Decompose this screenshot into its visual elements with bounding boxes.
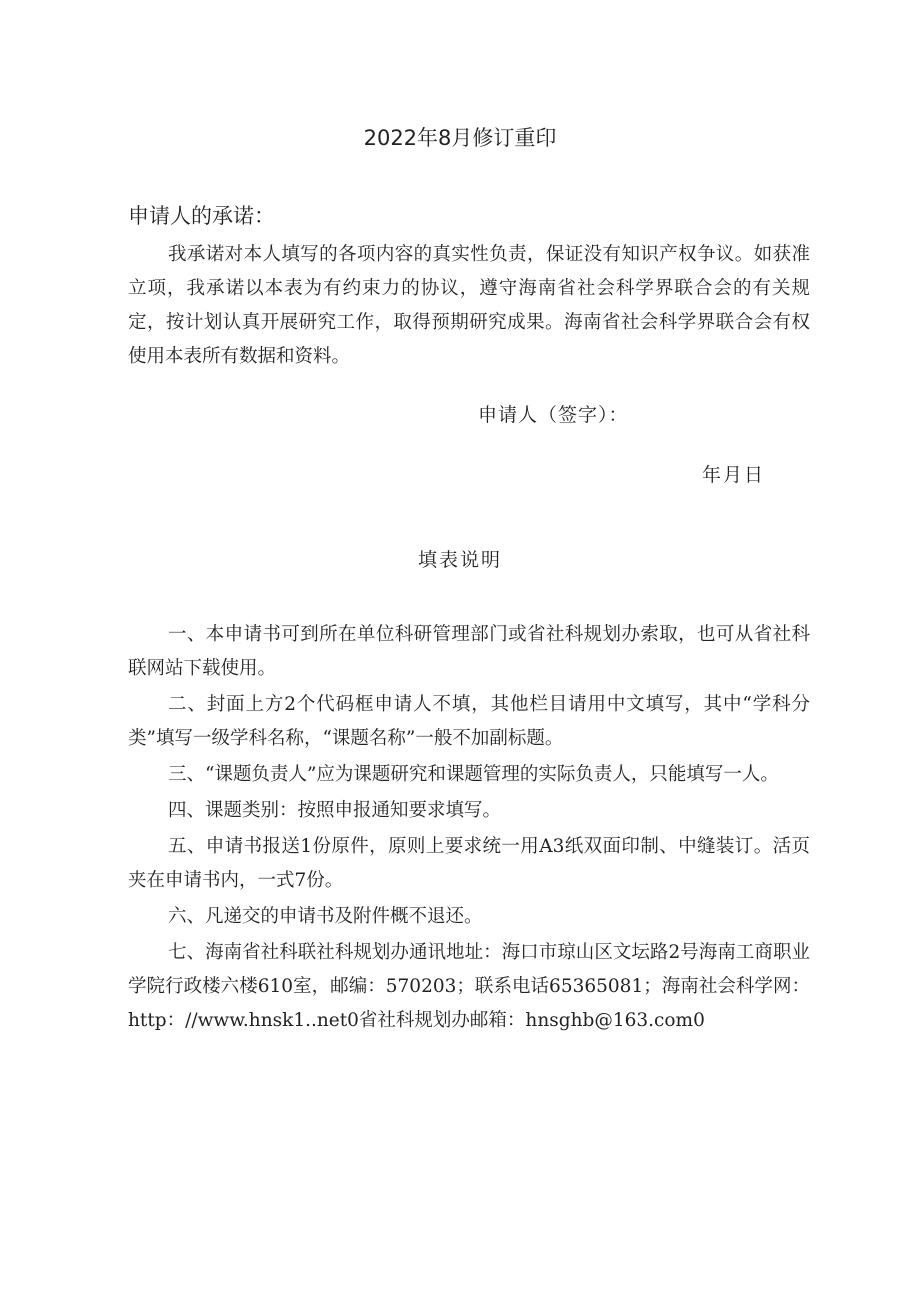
date-label: 年月日	[702, 464, 766, 486]
instruction-item-1: 一、本申请书可到所在单位科研管理部门或省社科规划办索取，也可从省社科联网站下载使用。	[128, 624, 810, 679]
instruction-item-7: 七、海南省社科联社科规划办通讯地址：海口市琼山区文坛路2号海南工商职业学院行政楼六楼610室，邮编：570203；联系电话65365081；海南社会科学网：http：//www.hnsk1..net0省社科规划办邮箱：hnsghb@163.com0	[128, 942, 810, 1031]
instructions-list	[128, 618, 810, 1040]
pledge-body: 我承诺对本人填写的各项内容的真实性负责，保证没有知识产权争议。如获准立项，我承诺以本表为有约束力的协议，遵守海南省社会科学界联合会的有关规定，按计划认真开展研究工作，取得预期研究成果。海南省社会科学界联合会有权使用本表所有数据和资料。	[128, 244, 810, 367]
instruction-item-4: 四、课题类别：按照申报通知要求填写。	[168, 800, 502, 821]
revision-note: 2022年8月修订重印	[363, 126, 557, 150]
instruction-item-5: 五、申请书报送1份原件，原则上要求统一用A3纸双面印制、中缝装订。活页夹在申请书内，一式7份。	[128, 836, 810, 891]
signature-label: 申请人（签字）：	[478, 404, 629, 426]
instructions-title: 填表说明	[417, 549, 502, 571]
instruction-item-2: 二、封面上方2个代码框申请人不填，其他栏目请用中文填写，其中“学科分类”填写一级学科名称，“课题名称”一般不加副标题。	[128, 694, 810, 749]
instruction-item-3: 三、“课题负责人”应为课题研究和课题管理的实际负责人，只能填写一人。	[168, 764, 779, 785]
pledge-heading: 申请人的承诺：	[128, 204, 275, 228]
instruction-item-6: 六、凡递交的申请书及附件概不退还。	[168, 906, 483, 927]
